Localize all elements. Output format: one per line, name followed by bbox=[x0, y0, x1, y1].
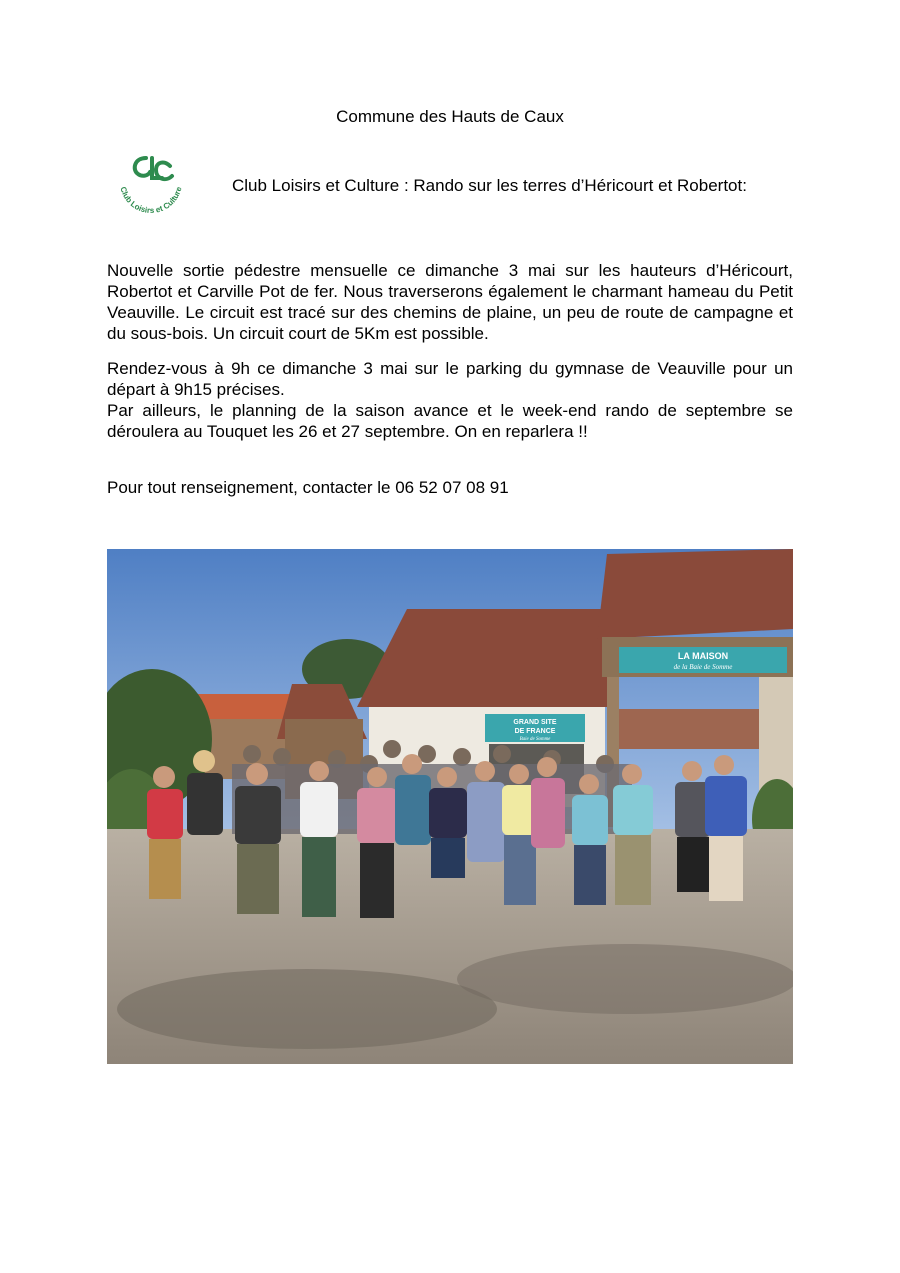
photo-sign-main-line2: de la Baie de Somme bbox=[673, 663, 733, 671]
photo-sign-main-line1: LA MAISON bbox=[677, 651, 729, 661]
photo-distant-roofs bbox=[619, 709, 759, 749]
photo-shadow-1 bbox=[117, 969, 497, 1049]
photo-sign-small-line3: Baie de Somme bbox=[519, 737, 551, 742]
paragraph-intro: Nouvelle sortie pédestre mensuelle ce dimanche 3 mai sur les hauteurs d’Héricourt, Robertot et Carville Pot de fer. Nous traverserons également le charmant hameau du Petit Veauville. Le circuit est tracé sur des chemins de plaine, un peu de route de campagne et du sous-bois. Un circuit court de 5Km est possible. bbox=[107, 261, 793, 343]
paragraph-meeting-line1: Rendez-vous à 9h ce dimanche 3 mai sur le parking du gymnase de Veauville pour un départ à 9h15 précises. bbox=[107, 359, 793, 399]
commune-title: Commune des Hauts de Caux bbox=[336, 107, 564, 126]
club-title: Club Loisirs et Culture : Rando sur les terres d’Héricourt et Robertot: bbox=[232, 176, 747, 195]
group-hike-photo bbox=[107, 549, 793, 1064]
photo-shadow-2 bbox=[457, 944, 793, 1014]
logo-arc-text: Club Loisirs et Culture bbox=[118, 185, 184, 216]
paragraph-meeting-line2: Par ailleurs, le planning de la saison avance et le week-end rando de septembre se déroulera au Touquet les 26 et 27 septembre. On en reparlera !! bbox=[107, 401, 793, 441]
logo-c-left bbox=[135, 158, 150, 176]
paragraph-meeting bbox=[107, 358, 793, 442]
photo-sign-small-line2: DE FRANCE bbox=[514, 728, 556, 735]
photo-sign-small-line1: GRAND SITE bbox=[513, 719, 557, 726]
logo-c-right bbox=[156, 163, 172, 180]
club-logo-icon bbox=[112, 152, 190, 220]
photo-roof-right bbox=[597, 549, 793, 639]
contact-line: Pour tout renseignement, contacter le 06 52 07 08 91 bbox=[107, 478, 509, 497]
